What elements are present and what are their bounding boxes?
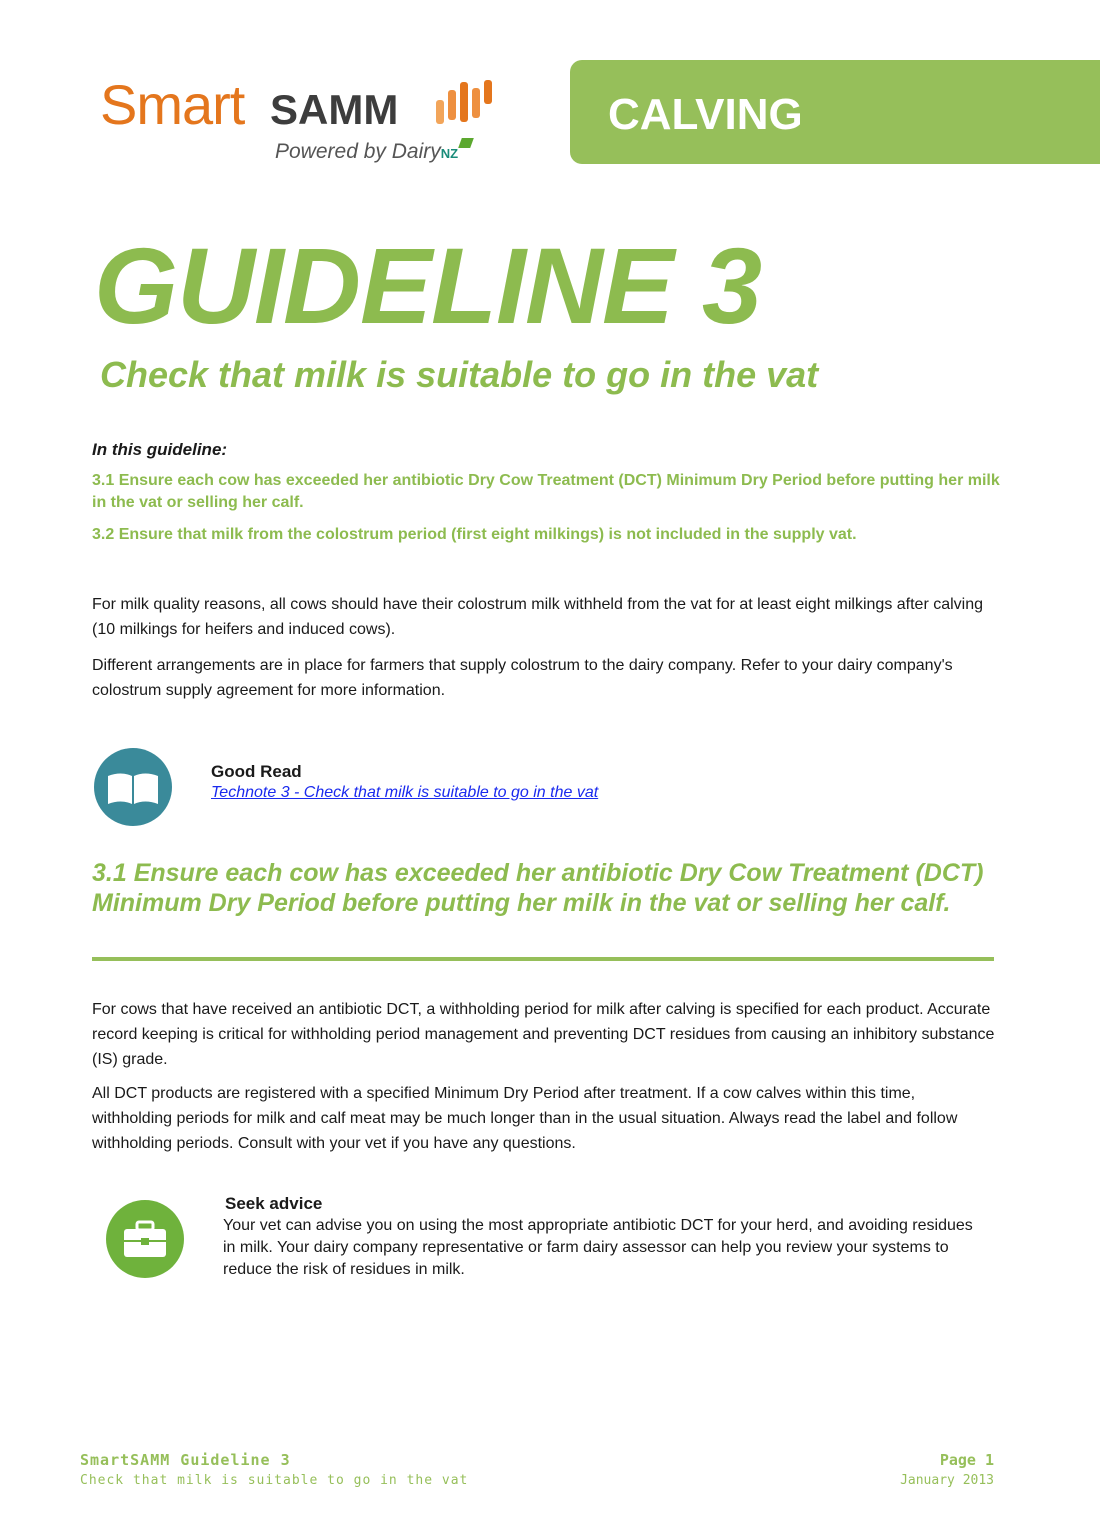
section-3-1-paragraph-2: All DCT products are registered with a specified Minimum Dry Period after treatment. If a cow calves within this time, withholding periods for milk and calf meat may be much longer than in the usual situation. Always read the label and follow withholding periods. Consult with your vet if you have any questions.: [92, 1085, 958, 1152]
seek-advice-badge: [106, 1200, 184, 1278]
seek-advice-text: Your vet can advise you on using the most appropriate antibiotic DCT for your herd, and avoiding residues in milk. Your dairy company representative or farm dairy assessor can help you review your systems to reduce the risk of residues in milk.: [223, 1217, 973, 1278]
seek-advice-title: Seek advice: [225, 1194, 323, 1213]
intro-paragraph-2: Different arrangements are in place for farmers that supply colostrum to the dairy company. Refer to your dairy company's colostrum supply agreement for more information.: [92, 657, 953, 699]
guideline-item-3-1: 3.1 Ensure each cow has exceeded her antibiotic Dry Cow Treatment (DCT) Minimum Dry Period before putting her milk in the vat or selling her calf.: [92, 472, 1000, 511]
book-icon: [94, 748, 172, 826]
logo-powered-by: [275, 140, 472, 164]
smartsamm-logo: [100, 70, 500, 170]
category-banner: [570, 60, 1100, 164]
footer-date: January 2013: [900, 1473, 994, 1488]
good-read-badge: [94, 748, 172, 826]
guideline-title: GUIDELINE 3: [94, 225, 762, 346]
section-3-1-paragraph-1: For cows that have received an antibiotic DCT, a withholding period for milk after calving is specified for each product. Accurate record keeping is critical for withholding period management and preventing DCT residues from causing an inhibitory substance (IS) grade.: [92, 1001, 995, 1068]
logo-bars-icon: [434, 78, 494, 126]
footer-document-title: SmartSAMM Guideline 3: [80, 1451, 291, 1469]
footer-document-subtitle: Check that milk is suitable to go in the vat: [80, 1473, 469, 1488]
technote-3-link[interactable]: Technote 3 - Check that milk is suitable to go in the vat: [211, 784, 599, 801]
good-read-title: Good Read: [211, 762, 302, 781]
logo-samm-text: SAMM: [270, 86, 399, 133]
guideline-item-3-2: 3.2 Ensure that milk from the colostrum period (first eight milkings) is not included in the supply vat.: [92, 526, 857, 543]
logo-nz-text: NZ: [440, 146, 459, 161]
footer-page-number: Page 1: [939, 1451, 994, 1469]
intro-paragraph-1: For milk quality reasons, all cows should have their colostrum milk withheld from the vat for at least eight milkings after calving (10 milkings for heifers and induced cows).: [92, 596, 984, 638]
guideline-subtitle: Check that milk is suitable to go in the vat: [100, 354, 819, 395]
category-label: CALVING: [608, 90, 803, 139]
section-3-1-heading: 3.1 Ensure each cow has exceeded her antibiotic Dry Cow Treatment (DCT) Minimum Dry Period before putting her milk in the vat or selling her calf.: [92, 859, 984, 917]
dairynz-leaf-icon: [458, 138, 474, 148]
logo-powered-text: Powered by Dairy: [275, 140, 441, 163]
in-this-guideline-label: In this guideline:: [92, 440, 228, 459]
logo-smart-text: Smart: [100, 73, 245, 136]
section-divider: [92, 957, 994, 961]
briefcase-icon: [106, 1200, 184, 1278]
